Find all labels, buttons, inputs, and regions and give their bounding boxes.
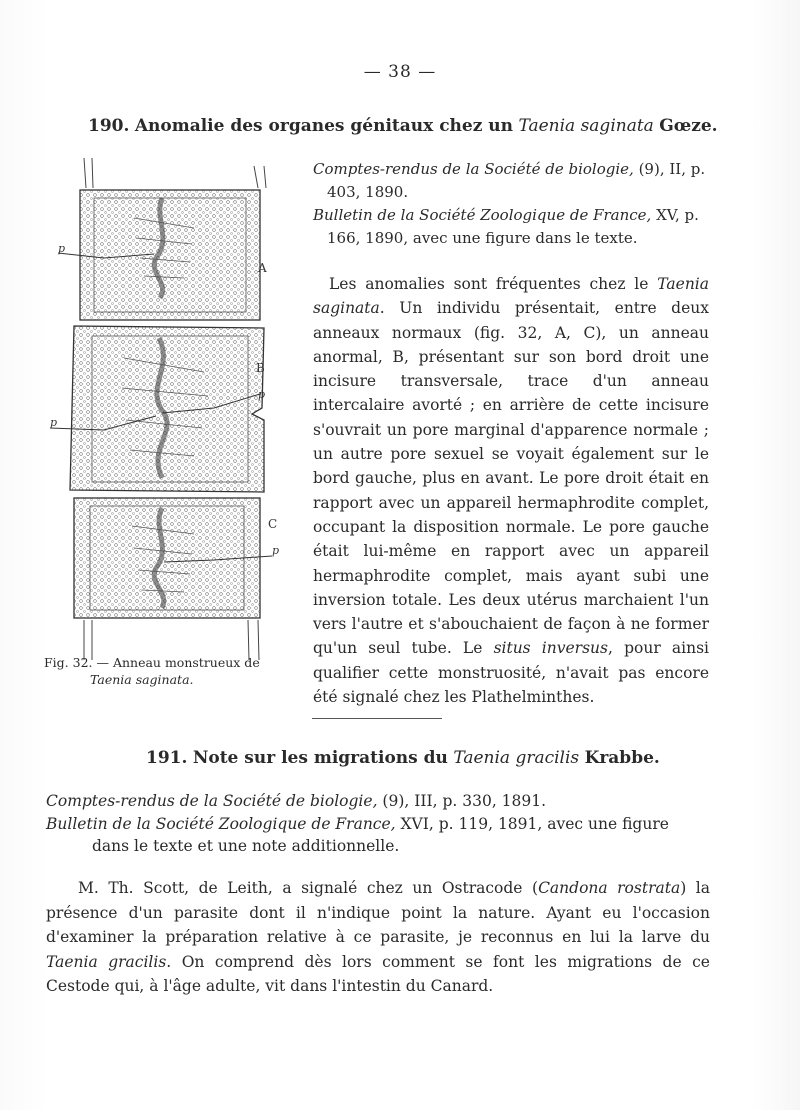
reference-journal: Comptes-rendus de la Société de biologie, xyxy=(46,792,378,810)
reference-details: XV, p. 166, 1890, avec une figure dans le texte. xyxy=(327,206,699,247)
figure-caption-line1: Fig. 32. — Anneau monstrueux de xyxy=(44,655,260,670)
body-text: ) la présence d'un parasite dont il n'indique point la nature. Ayant eu l'occasion d'examiner la préparation relative à ce parasite, je reconnus en lui la larve du xyxy=(46,879,710,946)
body-text: Les anomalies sont fréquentes chez le xyxy=(329,275,658,293)
label-b: B xyxy=(256,361,265,375)
section-number: 190. xyxy=(88,116,130,136)
reference xyxy=(313,158,713,204)
segment-a xyxy=(58,190,260,320)
section-number: 191. xyxy=(146,748,188,768)
figure-caption-line2: Taenia saginata. xyxy=(90,672,194,687)
label-c: C xyxy=(268,517,278,531)
section-title: Note sur les migrations du xyxy=(192,748,448,768)
label-a: A xyxy=(258,261,267,275)
reference xyxy=(46,813,710,858)
section-191-heading xyxy=(146,748,746,768)
body-text: M. Th. Scott, de Leith, a signalé chez un Ostracode ( xyxy=(78,879,539,897)
page-number: — 38 — xyxy=(363,62,437,82)
body-text-italic: Candona rostrata xyxy=(538,879,681,897)
section-191-references xyxy=(46,790,710,858)
section-190-body xyxy=(313,272,709,709)
proglottid-illustration xyxy=(44,158,290,660)
body-text-italic: situs inversus xyxy=(493,639,608,658)
section-author: Krabbe. xyxy=(584,748,660,768)
section-author: Gœze. xyxy=(659,116,718,136)
reference xyxy=(313,204,713,250)
reference-journal: Comptes-rendus de la Société de biologie, xyxy=(313,160,634,178)
reference-details: (9), III, p. 330, 1891. xyxy=(377,792,547,810)
figure-caption xyxy=(44,654,290,688)
label-p-a: p xyxy=(58,242,66,255)
reference-journal: Bulletin de la Société Zoologique de France, xyxy=(46,814,396,833)
section-190-references xyxy=(313,158,713,250)
body-text: . Un individu présentait, entre deux anneaux normaux (fig. 32, A, C), un anneau anormal, B, présentant sur son bord droit une incisure transversale, trace d'un anneau intercalaire avorté ; en arrière de cette incisure s'ouvrait un pore marginal d'apparence normale ; un autre pore sexuel se voyait également sur le bord gauche, plus en avant. Le pore droit était en rapport avec un appareil hermaphrodite complet, occupant la disposition normale. Le pore gauche était lui-même en rapport avec un appareil hermaphrodite complet, mais ayant subi une inversion totale. Les deux utérus marchaient l'un vers l'autre et s'abouchaient de façon à ne former qu'un seul tube. Le xyxy=(313,299,709,658)
section-190-heading xyxy=(88,116,728,136)
figure-32 xyxy=(44,158,290,660)
section-title: Anomalie des organes génitaux chez un xyxy=(134,116,514,136)
section-title-species: Taenia saginata xyxy=(518,116,654,136)
reference-details: (9), II, p. 403, 1890. xyxy=(327,160,706,201)
body-text-italic: Taenia saginata xyxy=(313,275,709,318)
section-divider xyxy=(312,718,442,719)
body-text: . On comprend dès lors comment se font les migrations de ce Cestode qui, à l'âge adulte, vit dans l'intestin du Canard. xyxy=(46,952,710,995)
segment-c xyxy=(74,498,272,618)
body-text: , pour ainsi qualifier cette monstruosité, n'avait pas encore été signalé chez les Plathelminthes. xyxy=(313,639,709,707)
reference-details: XVI, p. 119, 1891, avec une figure dans le texte et une note additionnelle. xyxy=(92,814,669,855)
label-p-c: p xyxy=(272,544,280,557)
label-p-b-left: p xyxy=(50,416,58,429)
reference xyxy=(46,790,710,813)
label-p-b-right: p xyxy=(258,388,266,401)
section-title-species: Taenia gracilis xyxy=(453,748,580,768)
reference-journal: Bulletin de la Société Zoologique de France, xyxy=(313,206,652,224)
segment-b xyxy=(50,326,264,492)
body-text-italic: Taenia gracilis xyxy=(46,952,167,971)
section-191-body xyxy=(46,876,710,999)
